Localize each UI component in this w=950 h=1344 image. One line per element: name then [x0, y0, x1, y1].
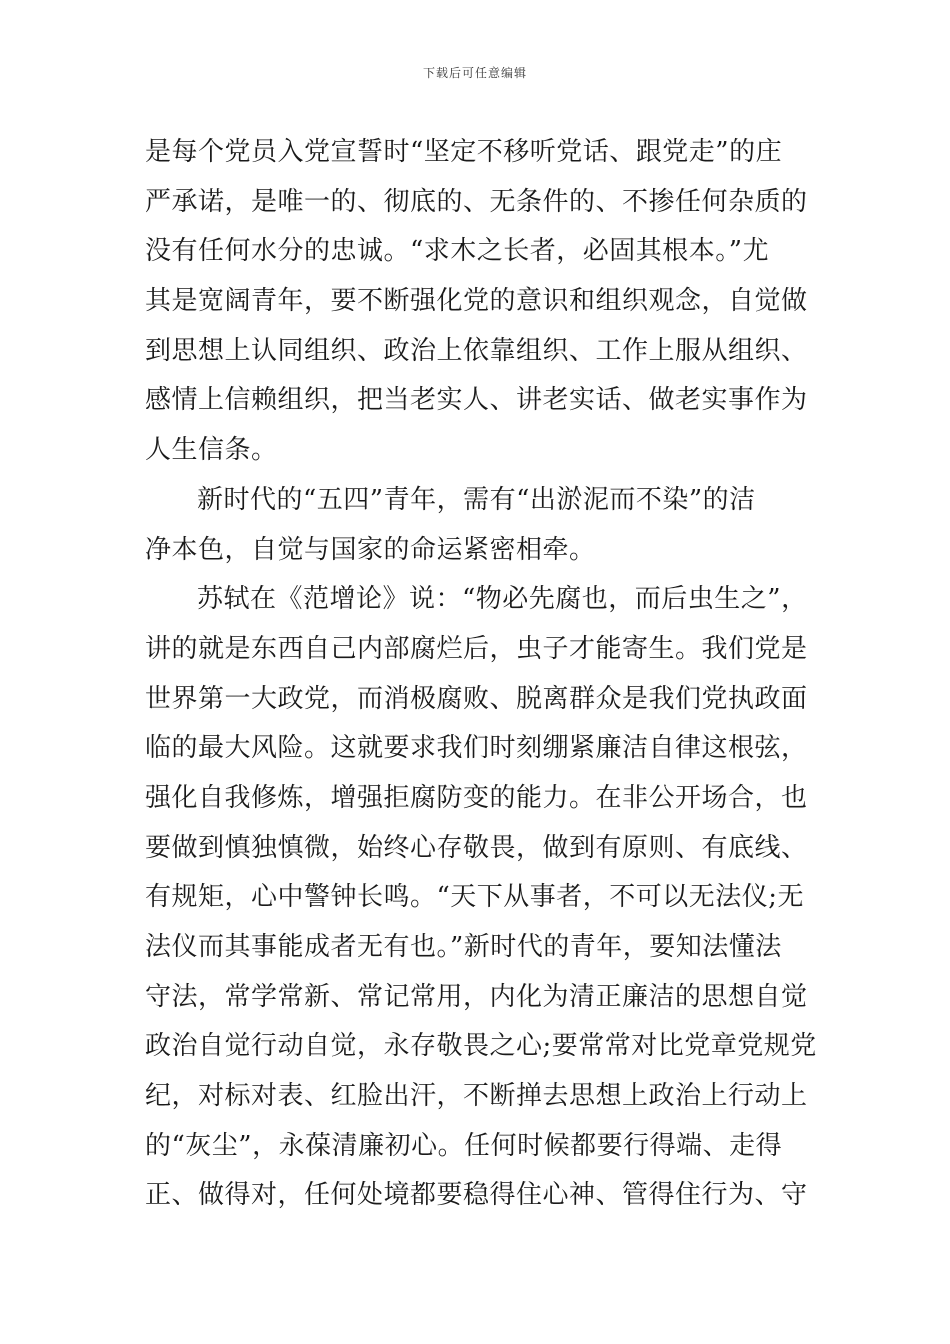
text-line: 要做到慎独慎微，始终心存敬畏，做到有原则、有底线、 — [145, 832, 808, 863]
text-line: 净本色，自觉与国家的命运紧密相牵。 — [145, 534, 596, 565]
text-line: 严承诺，是唯一的、彻底的、无条件的、不掺任何杂质的 — [145, 186, 808, 217]
text-line: 世界第一大政党，而消极腐败、脱离群众是我们党执政面 — [145, 683, 808, 714]
text-line: 到思想上认同组织、政治上依靠组织、工作上服从组织、 — [145, 335, 808, 366]
text-line: 的“灰尘”，永葆清廉初心。任何时候都要行得端、走得 — [145, 1130, 783, 1161]
document-body — [145, 128, 817, 1221]
text-line: 强化自我修炼，增强拒腐防变的能力。在非公开场合，也 — [145, 782, 808, 813]
text-line: 讲的就是东西自己内部腐烂后，虫子才能寄生。我们党是 — [145, 633, 808, 664]
text-line: 是每个党员入党宣誓时“坚定不移听党话、跟党走”的庄 — [145, 137, 783, 167]
paragraph-start-line: 苏轼在《范增论》说：“物必先腐也，而后虫生之”， — [197, 584, 808, 615]
page-header: 下载后可任意编辑 — [422, 66, 527, 80]
paragraph-start-line: 新时代的“五四”青年，需有“出淤泥而不染”的洁 — [197, 484, 756, 515]
text-line: 其是宽阔青年，要不断强化党的意识和组织观念，自觉做 — [145, 286, 808, 317]
text-line: 人生信条。 — [145, 435, 278, 466]
text-line: 守法，常学常新、常记常用，内化为清正廉洁的思想自觉 — [145, 981, 808, 1012]
text-line: 有规矩，心中警钟长鸣。“天下从事者，不可以无法仪;无 — [145, 882, 805, 913]
text-line: 正、做得对，任何处境都要稳得住心神、管得住行为、守 — [145, 1180, 808, 1211]
text-line: 纪，对标对表、红脸出汗，不断掸去思想上政治上行动上 — [145, 1081, 808, 1112]
text-line: 感情上信赖组织，把当老实人、讲老实话、做老实事作为 — [145, 385, 808, 416]
text-line: 政治自觉行动自觉，永存敬畏之心;要常常对比党章党规党 — [145, 1031, 817, 1062]
text-line: 法仪而其事能成者无有也。”新时代的青年，要知法懂法 — [145, 932, 782, 962]
text-line: 临的最大风险。这就要求我们时刻绷紧廉洁自律这根弦， — [145, 733, 808, 764]
text-line: 没有任何水分的忠诚。“求木之长者，必固其根本。”尤 — [145, 236, 770, 267]
